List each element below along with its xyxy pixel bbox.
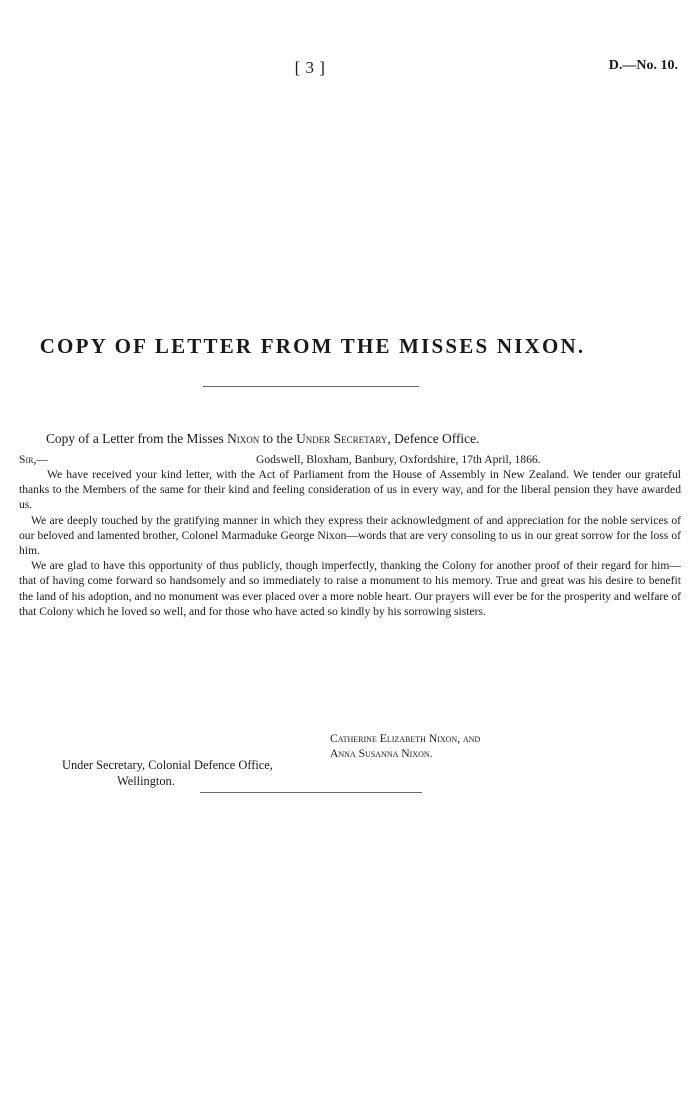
addressee-line: Under Secretary, Colonial Defence Office, — [62, 758, 273, 772]
heading-name: Nixon — [227, 431, 260, 446]
closing-divider — [200, 792, 422, 793]
title-divider — [203, 386, 419, 387]
document-reference: D.—No. 10. — [608, 58, 678, 73]
letter-paragraph: We have received your kind letter, with the Act of Parliament from the House of Assembly in New Zealand. We tender our grateful thanks to the Members of the same for their kind and feeling consideration of us in every way, and for the liberal pension they have awarded us. — [19, 468, 681, 512]
signature-line: Catherine Elizabeth Nixon, and — [330, 732, 481, 745]
letter-paragraph: We are glad to have this opportunity of thus publicly, though imperfectly, thanking the Colony for another proof of their regard for him—that of having come forward so handsomely and so immediately to raise a monument to his memory. True and great was his desire to benefit the land of his adoption, and no monument was ever placed over a more noble heart. Our prayers will ever be for the prosperity and welfare of that Colony which he loved so well, and for those who have acted so kindly by his sorrowing sisters. — [19, 559, 681, 618]
letter-heading — [46, 431, 479, 447]
document-title: COPY OF LETTER FROM THE MISSES NIXON. — [39, 334, 586, 358]
signature-line: Anna Susanna Nixon. — [330, 747, 433, 760]
salutation: Sir,— — [19, 453, 48, 466]
addressee-block — [62, 757, 273, 789]
page-number: [ 3 ] — [294, 58, 326, 77]
heading-prefix: Copy of a Letter from the Misses — [46, 431, 224, 446]
addressee-location: Wellington. — [117, 774, 175, 788]
dateline: Godswell, Bloxham, Banbury, Oxfordshire, 17th April, 1866. — [256, 453, 541, 466]
letter-body — [19, 452, 681, 619]
heading-suffix: Defence Office. — [394, 431, 480, 446]
signatures — [330, 731, 480, 761]
letter-paragraph: We are deeply touched by the gratifying manner in which they express their acknowledgment of and appreciation for the noble services of our beloved and lamented brother, Colonel Marmaduke George Nixon—words that are very consoling to us in our great sorrow for the loss of him. — [19, 513, 681, 558]
heading-mid: to the — [262, 431, 293, 446]
heading-recipient: Under Secretary, — [296, 431, 391, 446]
